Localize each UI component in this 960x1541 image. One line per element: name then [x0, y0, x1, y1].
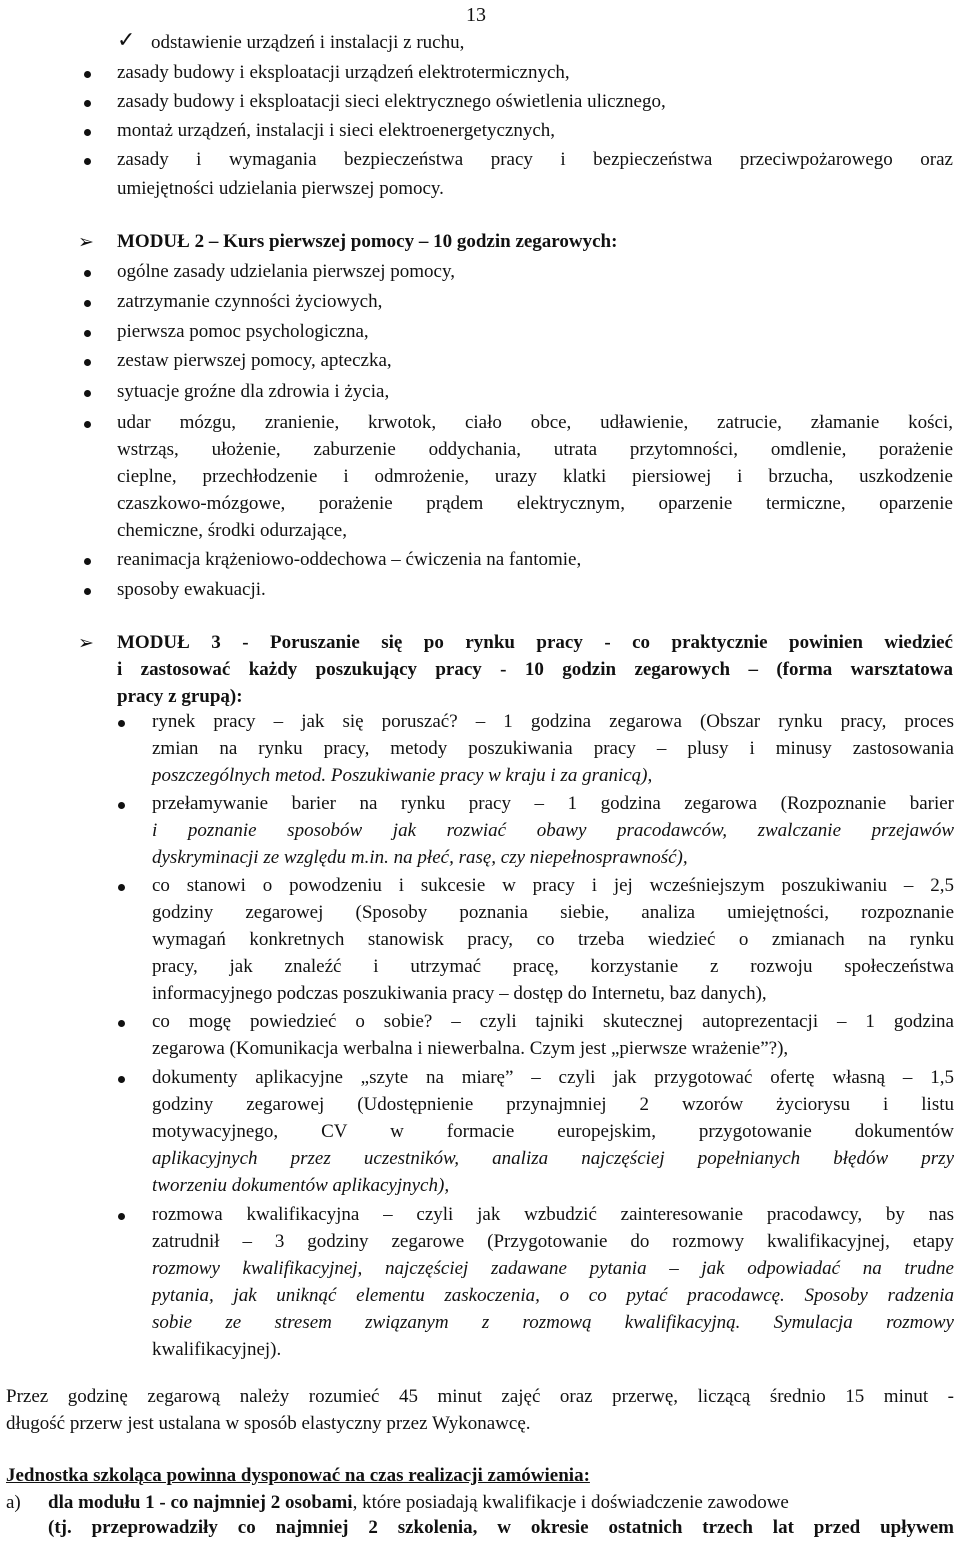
list-item: zasady budowy i eksploatacji urządzeń elektrotermicznych,: [117, 62, 570, 83]
bullet-icon: [84, 330, 91, 337]
list-item-continuation: umiejętności udzielania pierwszej pomocy.: [117, 178, 444, 199]
list-item: przełamywanie barier na rynku pracy – 1 godzina zegarowa (Rozpoznanie barier: [152, 793, 954, 814]
list-item-continuation: motywacyjnego, CV w formacie europejskim, przygotowanie dokumentów: [152, 1121, 954, 1142]
bullet-icon: [84, 158, 91, 165]
bullet-icon: [118, 1020, 125, 1027]
list-item: co stanowi o powodzeniu i sukcesie w pracy i jej wcześniejszym poszukiwaniu – 2,5: [152, 875, 954, 896]
bullet-icon: [118, 1076, 125, 1083]
list-item-continuation: wstrząs, ułożenie, zaburzenie oddychania, utrata przytomności, omdlenie, porażenie: [117, 439, 953, 460]
list-item: zatrzymanie czynności życiowych,: [117, 291, 383, 312]
list-item: zestaw pierwszej pomocy, apteczka,: [117, 350, 392, 371]
list-item: udar mózgu, zranienie, krwotok, ciało obce, udławienie, zatrucie, złamanie kości,: [117, 412, 953, 433]
requirements-heading: Jednostka szkoląca powinna dysponować na czas realizacji zamówienia:: [6, 1465, 590, 1486]
list-item-continuation: tworzeniu dokumentów aplikacyjnych),: [152, 1175, 450, 1196]
bullet-icon: [84, 100, 91, 107]
list-item: rynek pracy – jak się poruszać? – 1 godzina zegarowa (Obszar rynku pracy, proces: [152, 711, 954, 732]
list-item: odstawienie urządzeń i instalacji z ruchu,: [151, 32, 465, 53]
bullet-icon: [118, 1213, 125, 1220]
list-item-continuation: dyskryminacji ze względu m.in. na płeć, rasę, czy niepełnosprawność),: [152, 847, 688, 868]
list-item: rozmowa kwalifikacyjna – czyli jak wzbudzić zainteresowanie pracodawcy, by nas: [152, 1204, 954, 1225]
module-3-heading: pracy z grupą):: [117, 686, 243, 707]
list-item-continuation: informacyjnego podczas poszukiwania pracy – dostęp do Internetu, baz danych),: [152, 983, 767, 1004]
list-item-continuation: zmian na rynku pracy, metody poszukiwania pracy – plusy i minusy zastosowania: [152, 738, 954, 759]
bullet-icon: [84, 359, 91, 366]
list-item: dokumenty aplikacyjne „szyte na miarę” – czyli jak przygotować ofertę własną – 1,5: [152, 1067, 954, 1088]
list-item: zasady i wymagania bezpieczeństwa pracy i bezpieczeństwa przeciwpożarowego oraz: [117, 149, 953, 170]
bullet-icon: [84, 588, 91, 595]
list-item-continuation: godziny zegarowej (Udostępnienie przynajmniej 2 wzorów życiorysu i listu: [152, 1094, 954, 1115]
requirement-a-bold: dla modułu 1 - co najmniej 2 osobami: [48, 1492, 353, 1513]
list-item-continuation: i poznanie sposobów jak rozwiać obawy pracodawców, zwalczanie przejawów: [152, 820, 954, 841]
bullet-icon: [118, 720, 125, 727]
list-item-continuation: sobie ze stresem związanym z rozmową kwalifikacyjną. Symulacja rozmowy: [152, 1312, 954, 1333]
list-item-continuation: kwalifikacyjnej).: [152, 1339, 282, 1360]
list-item-continuation: pytania, jak uniknąć elementu zaskoczenia, o co pytać pracodawcę. Sposoby radzenia: [152, 1285, 954, 1306]
check-icon: ✓: [117, 28, 136, 53]
bullet-icon: [118, 802, 125, 809]
list-item-continuation: cieplne, przechłodzenie i odmrożenie, urazy klatki piersiowej i brzucha, uszkodzenie: [117, 466, 953, 487]
arrow-bullet-icon: ➢: [78, 632, 94, 654]
list-item-continuation: czaszkowo-mózgowe, porażenie prądem elektrycznym, oparzenie termiczne, oparzenie: [117, 493, 953, 514]
list-item-continuation: godziny zegarowej (Sposoby poznania siebie, analiza umiejętności, rozpoznanie: [152, 902, 954, 923]
list-item-continuation: zatrudnił – 3 godziny zegarowe (Przygotowanie do rozmowy kwalifikacyjnej, etapy: [152, 1231, 954, 1252]
bullet-icon: [84, 300, 91, 307]
bullet-icon: [84, 270, 91, 277]
bullet-icon: [84, 129, 91, 136]
list-item-continuation: rozmowy kwalifikacyjnej, najczęściej zadawane pytania – jak odpowiadać na trudne: [152, 1258, 954, 1279]
requirement-a-rest: , które posiadają kwalifikacje i doświadczenie zawodowe: [352, 1492, 789, 1513]
list-item-continuation: wymagań konkretnych stanowisk pracy, co trzeba wiedzieć o zmianach na rynku: [152, 929, 954, 950]
list-marker: a): [6, 1492, 21, 1513]
bullet-icon: [84, 71, 91, 78]
list-item: reanimacja krążeniowo-oddechowa – ćwiczenia na fantomie,: [117, 549, 582, 570]
list-item: sposoby ewakuacji.: [117, 579, 266, 600]
hour-note: długość przerw jest ustalana w sposób elastyczny przez Wykonawcę.: [6, 1413, 531, 1434]
module-2-heading: MODUŁ 2 – Kurs pierwszej pomocy – 10 godzin zegarowych:: [117, 231, 618, 252]
list-item-continuation: pracy, jak znaleźć i utrzymać pracę, korzystanie z rozwoju społeczeństwa: [152, 956, 954, 977]
list-item-continuation: aplikacyjnych przez uczestników, analiza najczęściej popełnianych błędów przy: [152, 1148, 954, 1169]
list-item: pierwsza pomoc psychologiczna,: [117, 321, 369, 342]
bullet-icon: [84, 558, 91, 565]
list-item-continuation: zegarowa (Komunikacja werbalna i niewerbalna. Czym jest „pierwsze wrażenie”?),: [152, 1038, 789, 1059]
bullet-icon: [84, 421, 91, 428]
list-item: zasady budowy i eksploatacji sieci elektrycznego oświetlenia ulicznego,: [117, 91, 666, 112]
module-3-heading: MODUŁ 3 - Poruszanie się po rynku pracy - co praktycznie powinien wiedzieć: [117, 632, 953, 653]
list-item: montaż urządzeń, instalacji i sieci elektroenergetycznych,: [117, 120, 556, 141]
bullet-icon: [84, 390, 91, 397]
arrow-bullet-icon: ➢: [78, 231, 94, 253]
module-3-heading: i zastosować każdy poszukujący pracy - 10 godzin zegarowych – (forma warsztatowa: [117, 659, 953, 680]
hour-note: Przez godzinę zegarową należy rozumieć 45 minut zajęć oraz przerwę, liczącą średnio 15 minut -: [6, 1386, 954, 1407]
list-item: sytuacje groźne dla zdrowia i życia,: [117, 381, 390, 402]
list-item-continuation: chemiczne, środki odurzające,: [117, 520, 347, 541]
list-item-continuation: poszczególnych metod. Poszukiwanie pracy w kraju i za granicą),: [152, 765, 653, 786]
list-item: ogólne zasady udzielania pierwszej pomocy,: [117, 261, 456, 282]
bullet-icon: [118, 884, 125, 891]
requirement-a: [48, 1490, 789, 1516]
requirement-a-continuation: (tj. przeprowadziły co najmniej 2 szkolenia, w okresie ostatnich trzech lat przed upływem: [48, 1517, 954, 1538]
list-item: co mogę powiedzieć o sobie? – czyli tajniki skutecznej autoprezentacji – 1 godzina: [152, 1011, 954, 1032]
page-number: 13: [466, 4, 486, 26]
